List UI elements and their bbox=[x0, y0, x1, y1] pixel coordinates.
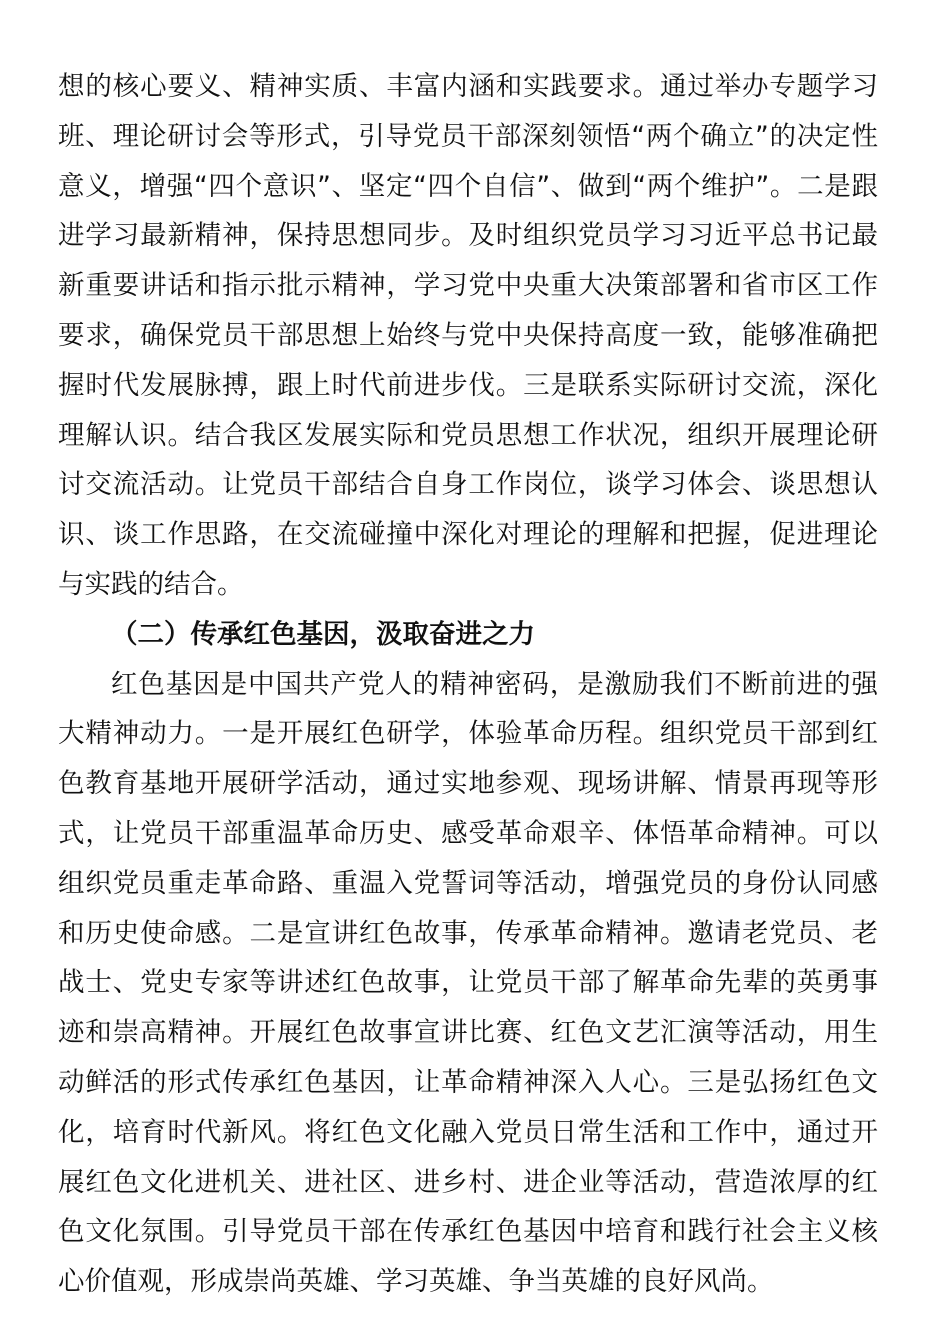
document-page bbox=[58, 62, 878, 1307]
body-paragraph-red-gene: 红色基因是中国共产党人的精神密码，是激励我们不断前进的强大精神动力。一是开展红色研学，体验革命历程。组织党员干部到红色教育基地开展研学活动，通过实地参观、现场讲解、情景再现等形式，让党员干部重温革命历史、感受革命艰辛、体悟革命精神。可以组织党员重走革命路、重温入党誓词等活动，增强党员的身份认同感和历史使命感。二是宣讲红色故事，传承革命精神。邀请老党员、老战士、党史专家等讲述红色故事，让党员干部了解革命先辈的英勇事迹和崇高精神。开展红色故事宣讲比赛、红色文艺汇演等活动，用生动鲜活的形式传承红色基因，让革命精神深入人心。三是弘扬红色文化，培育时代新风。将红色文化融入党员日常生活和工作中，通过开展红色文化进机关、进社区、进乡村、进企业等活动，营造浓厚的红色文化氛围。引导党员干部在传承红色基因中培育和践行社会主义核心价值观，形成崇尚英雄、学习英雄、争当英雄的良好风尚。 bbox=[58, 668, 878, 1298]
section-heading: （二）传承红色基因，汲取奋进之力 bbox=[111, 618, 535, 650]
body-paragraph-continued: 想的核心要义、精神实质、丰富内涵和实践要求。通过举办专题学习班、理论研讨会等形式，引导党员干部深刻领悟“两个确立”的决定性意义，增强“四个意识”、坚定“四个自信”、做到“两个维护”。二是跟进学习最新精神，保持思想同步。及时组织党员学习习近平总书记最新重要讲话和指示批示精神，学习党中央重大决策部署和省市区工作要求，确保党员干部思想上始终与党中央保持高度一致，能够准确把握时代发展脉搏，跟上时代前进步伐。三是联系实际研讨交流，深化理解认识。结合我区发展实际和党员思想工作状况，组织开展理论研讨交流活动。让党员干部结合自身工作岗位，谈学习体会、谈思想认识、谈工作思路，在交流碰撞中深化对理论的理解和把握，促进理论与实践的结合。 bbox=[58, 71, 878, 600]
